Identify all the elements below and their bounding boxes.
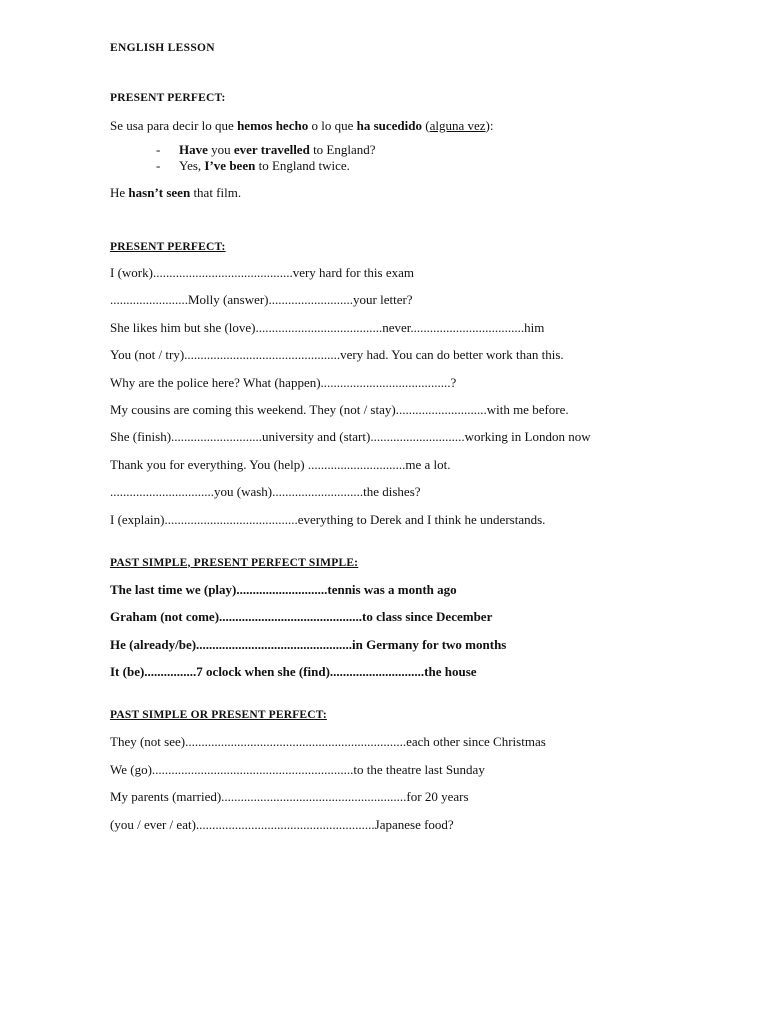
intro-text-d: ): [485,118,494,133]
intro-bold-2: ha sucedido [356,118,422,133]
example-q-bold-a: Have [179,142,208,157]
intro-text-b: o lo que [308,118,357,133]
section-heading-present-perfect: PRESENT PERFECT: [110,241,226,253]
exercise-line: I (work)...........................................very hard for this exam [110,265,414,280]
example-a-text-a: Yes, [179,157,205,173]
exercise-line: My cousins are coming this weekend. They (not / stay)............................with me before. [110,401,569,417]
exercise-line: Why are the police here? What (happen)........................................? [110,374,457,390]
example-answer [156,158,730,174]
exercise-line: Thank you for everything. You (help) ..............................me a lot. [110,456,451,472]
note-bold: hasn’t seen [128,185,191,200]
intro-text-c: ( [421,118,430,133]
example-a-bold-b: I’ve been [204,157,256,173]
exercise-line: ................................you (wash)............................the dishes? [110,484,421,500]
exercise-line: He (already/be)................................................in Germany for two months [110,636,507,652]
exercise-line: My parents (married).........................................................for 20 years [110,789,469,805]
example-question [156,142,730,158]
example-q-text-b: to England? [309,142,376,157]
note-text-b: that film. [190,185,242,200]
exercise-line: You (not / try)................................................very had. You can do better work than this. [110,347,564,363]
intro-bold-1: hemos hecho [237,118,309,133]
exercise-line: The last time we (play)............................tennis was a month ago [110,581,457,597]
page-title: ENGLISH LESSON [110,42,215,54]
exercise-line: She (finish)............................university and (start).............................working in London now [110,429,591,445]
intro-underlined: alguna vez [429,118,486,133]
example-note [110,185,730,203]
exercise-line: They (not see)....................................................................each other since Christmas [110,734,546,750]
example-q-text-a: you [207,142,234,157]
exercise-line: Graham (not come)............................................to class since December [110,609,493,625]
section-heading-past-simple-present-perfect-simple: PAST SIMPLE, PRESENT PERFECT SIMPLE: [110,556,359,569]
intro-text [110,118,730,136]
example-a-text-b: to England twice. [255,157,350,173]
exercise-line: (you / ever / eat).......................................................Japanese food? [110,816,454,832]
intro-text-a: Se usa para decir lo que [110,118,238,133]
exercise-line: I (explain).........................................everything to Derek and I think he understands. [110,511,546,527]
intro-heading: PRESENT PERFECT: [110,92,226,104]
example-list [156,142,730,173]
exercise-line: ........................Molly (answer)..........................your letter? [110,292,413,308]
exercise-line: We (go)..............................................................to the theatre last Sunday [110,761,485,777]
example-q-bold-b: ever travelled [233,142,310,157]
section-heading-past-simple-or-present-perfect: PAST SIMPLE OR PRESENT PERFECT: [110,709,327,722]
exercise-line: It (be)................7 oclock when she (find).............................the house [110,664,477,680]
exercise-line: She likes him but she (love).......................................never...................................him [110,319,545,335]
document-page [110,42,730,835]
note-text-a: He [110,185,129,200]
